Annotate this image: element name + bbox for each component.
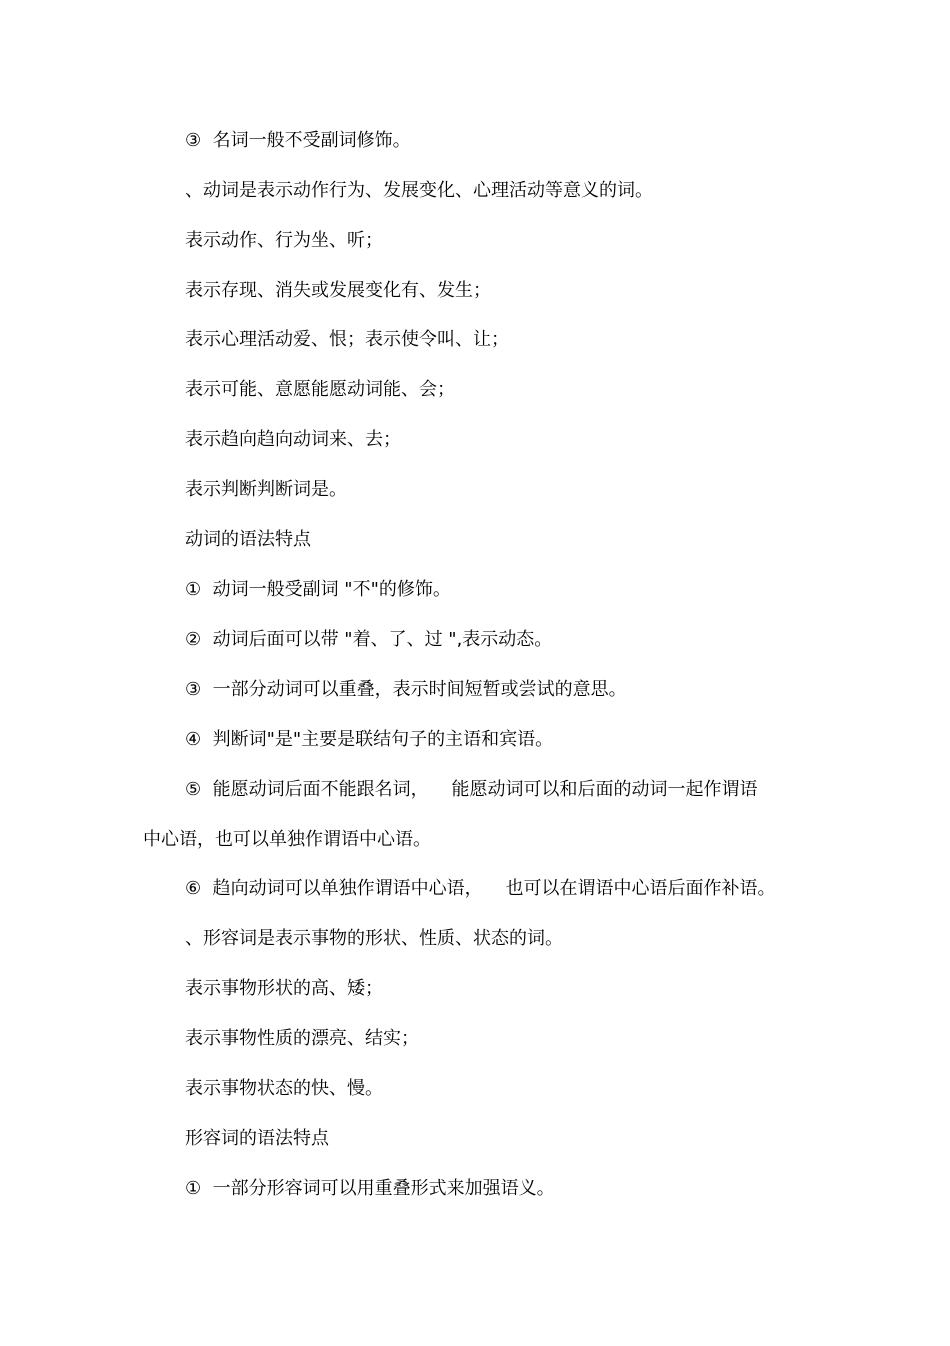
text-line: ① 动词一般受副词 "不"的修饰。	[185, 579, 451, 600]
text-line: 表示趋向趋向动词来、去；	[185, 429, 401, 450]
text-line: 表示存现、消失或发展变化有、发生；	[185, 280, 491, 301]
text-line: ③ 名词一般不受副词修饰。	[185, 130, 411, 151]
text-line: ② 动词后面可以带 "着、了、过 ",表示动态。	[185, 629, 553, 650]
section-heading: 动词的语法特点	[185, 529, 311, 550]
text-line: ④ 判断词"是"主要是联结句子的主语和宾语。	[185, 729, 554, 750]
section-heading: 形容词的语法特点	[185, 1128, 329, 1149]
text-line: 表示事物状态的快、慢。	[185, 1078, 383, 1099]
text-line: 表示事物性质的漂亮、结实；	[185, 1028, 419, 1049]
text-line: 表示判断判断词是。	[185, 479, 347, 500]
text-line: 表示事物形状的高、矮；	[185, 978, 383, 999]
text-line: ① 一部分形容词可以用重叠形式来加强语义。	[185, 1178, 555, 1199]
text-line: 、动词是表示动作行为、发展变化、心理活动等意义的词。	[185, 180, 653, 201]
text-line: 表示动作、行为坐、听；	[185, 230, 383, 251]
text-line: 表示心理活动爱、恨；表示使令叫、让；	[185, 329, 509, 350]
text-line: ③ 一部分动词可以重叠，表示时间短暂或尝试的意思。	[185, 679, 627, 700]
text-line: ⑥ 趋向动词可以单独作谓语中心语， 也可以在谓语中心语后面作补语。	[185, 878, 776, 899]
text-line-continuation: 中心语，也可以单独作谓语中心语。	[143, 829, 431, 850]
text-line: ⑤ 能愿动词后面不能跟名词， 能愿动词可以和后面的动词一起作谓语	[185, 779, 758, 800]
text-line: 表示可能、意愿能愿动词能、会；	[185, 379, 455, 400]
text-line: 、形容词是表示事物的形状、性质、状态的词。	[185, 928, 563, 949]
